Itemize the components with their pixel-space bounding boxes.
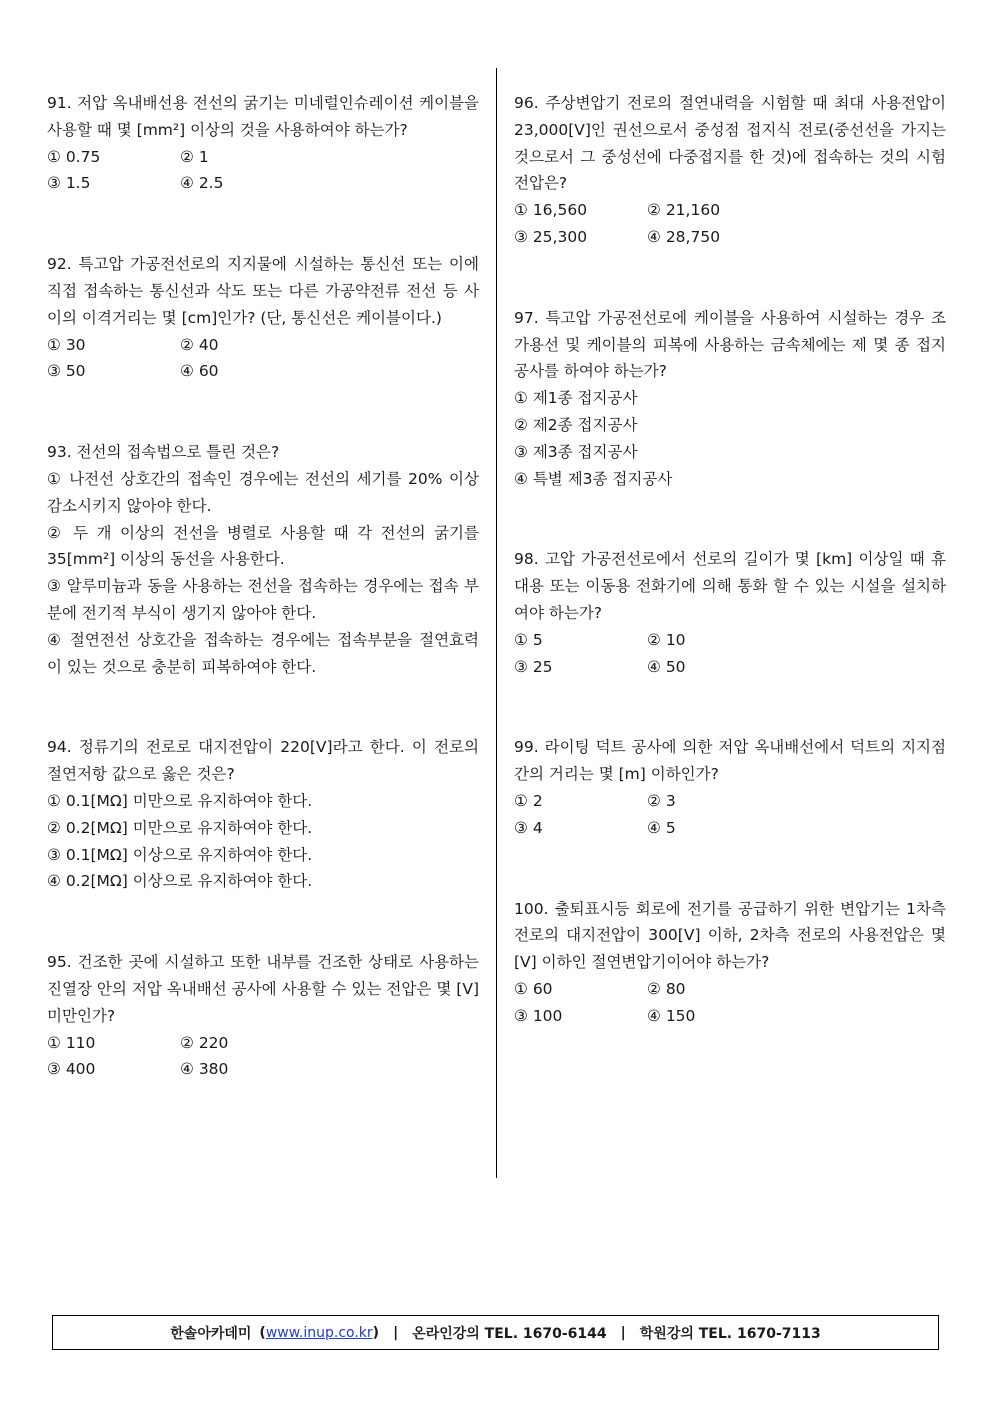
answer-choices [47, 144, 479, 198]
footer-offline-phone: 학원강의 TEL. 1670-7113 [639, 1325, 821, 1342]
answer-choices [47, 1030, 479, 1084]
question-item [514, 896, 946, 1030]
right-column [514, 90, 946, 1030]
answer-choices [514, 627, 946, 681]
answer-choice[interactable]: ② 0.2[MΩ] 미만으로 유지하여야 한다. [47, 818, 313, 837]
footer-separator: | [393, 1324, 399, 1341]
answer-choice[interactable]: ③ 제3종 접지공사 [514, 442, 638, 461]
question-item [514, 90, 946, 251]
answer-choice[interactable]: ③ 25,300 [514, 227, 588, 246]
answer-choices [514, 385, 946, 492]
answer-choices [514, 197, 946, 251]
answer-choice[interactable]: ③ 4 [514, 818, 543, 837]
answer-choice[interactable]: ③ 25 [514, 657, 553, 676]
answer-choice[interactable]: ① 30 [47, 335, 86, 354]
question-text: 92. 특고압 가공전선로의 지지물에 시설하는 통신선 또는 이에 직접 접속하는 통신선과 삭도 또는 다른 가공약전류 전선 등 사이의 이격거리는 몇 [cm]인가? (단, 통신선은 케이블이다.) [47, 255, 479, 327]
answer-choice[interactable]: ③ 1.5 [47, 174, 91, 193]
answer-choice[interactable]: ① 0.75 [47, 147, 101, 166]
question-text: 93. 전선의 접속법으로 틀린 것은? [47, 443, 280, 462]
question-text: 98. 고압 가공전선로에서 선로의 길이가 몇 [km] 이상일 때 휴대용 또는 이동용 전화기에 의해 통화 할 수 있는 시설을 설치하여야 하는가? [514, 550, 946, 622]
answer-choice[interactable]: ② 80 [647, 979, 686, 998]
question-item [47, 949, 479, 1083]
question-text: 100. 출퇴표시등 회로에 전기를 공급하기 위한 변압기는 1차측 전로의 대지전압이 300[V] 이하, 2차측 전로의 사용전압은 몇 [V] 이하인 절연변압기이어야 하는가? [514, 899, 946, 972]
footer-website-link[interactable]: www.inup.co.kr [265, 1324, 373, 1341]
question-text: 94. 정류기의 전로로 대지전압이 220[V]라고 한다. 이 전로의 절연저항 값으로 옳은 것은? [47, 738, 479, 784]
answer-choice[interactable]: ② 두 개 이상의 전선을 병렬로 사용할 때 각 전선의 굵기를 35[mm²] 이상의 동선을 사용한다. [47, 523, 479, 569]
question-text: 96. 주상변압기 전로의 절연내력을 시험할 때 최대 사용전압이 23,000[V]인 권선으로서 중성점 접지식 전로(중선선을 가지는 것으로서 그 중성선에 다중접지를 한 것)에 접속하는 것의 시험전압은? [514, 94, 946, 193]
answer-choice[interactable]: ① 2 [514, 791, 543, 810]
answer-choice[interactable]: ③ 50 [47, 362, 86, 381]
answer-choices [47, 466, 479, 680]
answer-choice[interactable]: ④ 60 [180, 362, 219, 381]
question-item [47, 439, 479, 680]
answer-choice[interactable]: ③ 400 [47, 1060, 96, 1079]
answer-choices [47, 332, 479, 386]
answer-choice[interactable]: ① 110 [47, 1033, 96, 1052]
question-text: 97. 특고압 가공전선로에 케이블을 사용하여 시설하는 경우 조가용선 및 케이블의 피복에 사용하는 금속체에는 제 몇 종 접지공사를 하여야 하는가? [514, 308, 946, 381]
answer-choice[interactable]: ② 3 [647, 791, 676, 810]
answer-choice[interactable]: ② 10 [647, 630, 686, 649]
answer-choice[interactable]: ① 제1종 접지공사 [514, 389, 638, 408]
answer-choice[interactable]: ④ 28,750 [647, 227, 721, 246]
footer-separator: | [620, 1324, 626, 1341]
footer-bar [52, 1315, 939, 1350]
question-text: 99. 라이팅 덕트 공사에 의한 저압 옥내배선에서 덕트의 지지점간의 거리는 몇 [m] 이하인가? [514, 738, 946, 784]
answer-choice[interactable]: ① 나전선 상호간의 접속인 경우에는 전선의 세기를 20% 이상 감소시키지 않아야 한다. [47, 469, 479, 515]
answer-choice[interactable]: ① 60 [514, 979, 553, 998]
footer-online-phone: 온라인강의 TEL. 1670-6144 [412, 1325, 607, 1342]
answer-choices [514, 976, 946, 1030]
answer-choice[interactable]: ④ 50 [647, 657, 686, 676]
question-item [514, 734, 946, 841]
answer-choice[interactable]: ② 제2종 접지공사 [514, 415, 638, 434]
answer-choice[interactable]: ① 0.1[MΩ] 미만으로 유지하여야 한다. [47, 791, 313, 810]
footer-url-group: (www.inup.co.kr) [259, 1324, 380, 1341]
question-item [47, 734, 479, 895]
question-item [47, 90, 479, 197]
answer-choices [514, 788, 946, 842]
answer-choice[interactable]: ② 220 [180, 1033, 229, 1052]
left-column [47, 90, 479, 1083]
answer-choice[interactable]: ④ 0.2[MΩ] 이상으로 유지하여야 한다. [47, 872, 313, 891]
answer-choice[interactable]: ④ 특별 제3종 접지공사 [514, 469, 673, 488]
answer-choice[interactable]: ③ 100 [514, 1006, 563, 1025]
answer-choice[interactable]: ② 21,160 [647, 201, 721, 220]
question-text: 95. 건조한 곳에 시설하고 또한 내부를 건조한 상태로 사용하는 진열장 안의 저압 옥내배선 공사에 사용할 수 있는 전압은 몇 [V] 미만인가? [47, 953, 479, 1025]
answer-choice[interactable]: ① 5 [514, 630, 543, 649]
answer-choice[interactable]: ① 16,560 [514, 201, 588, 220]
answer-choice[interactable]: ③ 알루미늄과 동을 사용하는 전선을 접속하는 경우에는 접속 부분에 전기적 부식이 생기지 않아야 한다. [47, 577, 479, 622]
question-item [514, 305, 946, 493]
footer-academy-name: 한솔아카데미 [170, 1325, 252, 1342]
answer-choice[interactable]: ② 40 [180, 335, 219, 354]
answer-choice[interactable]: ③ 0.1[MΩ] 이상으로 유지하여야 한다. [47, 845, 313, 864]
answer-choice[interactable]: ④ 5 [647, 818, 676, 837]
question-text: 91. 저압 옥내배선용 전선의 굵기는 미네럴인슈레이션 케이블을 사용할 때 몇 [mm²] 이상의 것을 사용하여야 하는가? [47, 94, 479, 139]
answer-choice[interactable]: ② 1 [180, 147, 209, 166]
answer-choices [47, 788, 479, 895]
answer-choice[interactable]: ④ 380 [180, 1060, 229, 1079]
answer-choice[interactable]: ④ 절연전선 상호간을 접속하는 경우에는 접속부분을 절연효력이 있는 것으로 충분히 피복하여야 한다. [47, 630, 479, 676]
column-divider [496, 68, 497, 1178]
question-item [514, 546, 946, 680]
answer-choice[interactable]: ④ 150 [647, 1006, 696, 1025]
answer-choice[interactable]: ④ 2.5 [180, 174, 224, 193]
question-item [47, 251, 479, 385]
